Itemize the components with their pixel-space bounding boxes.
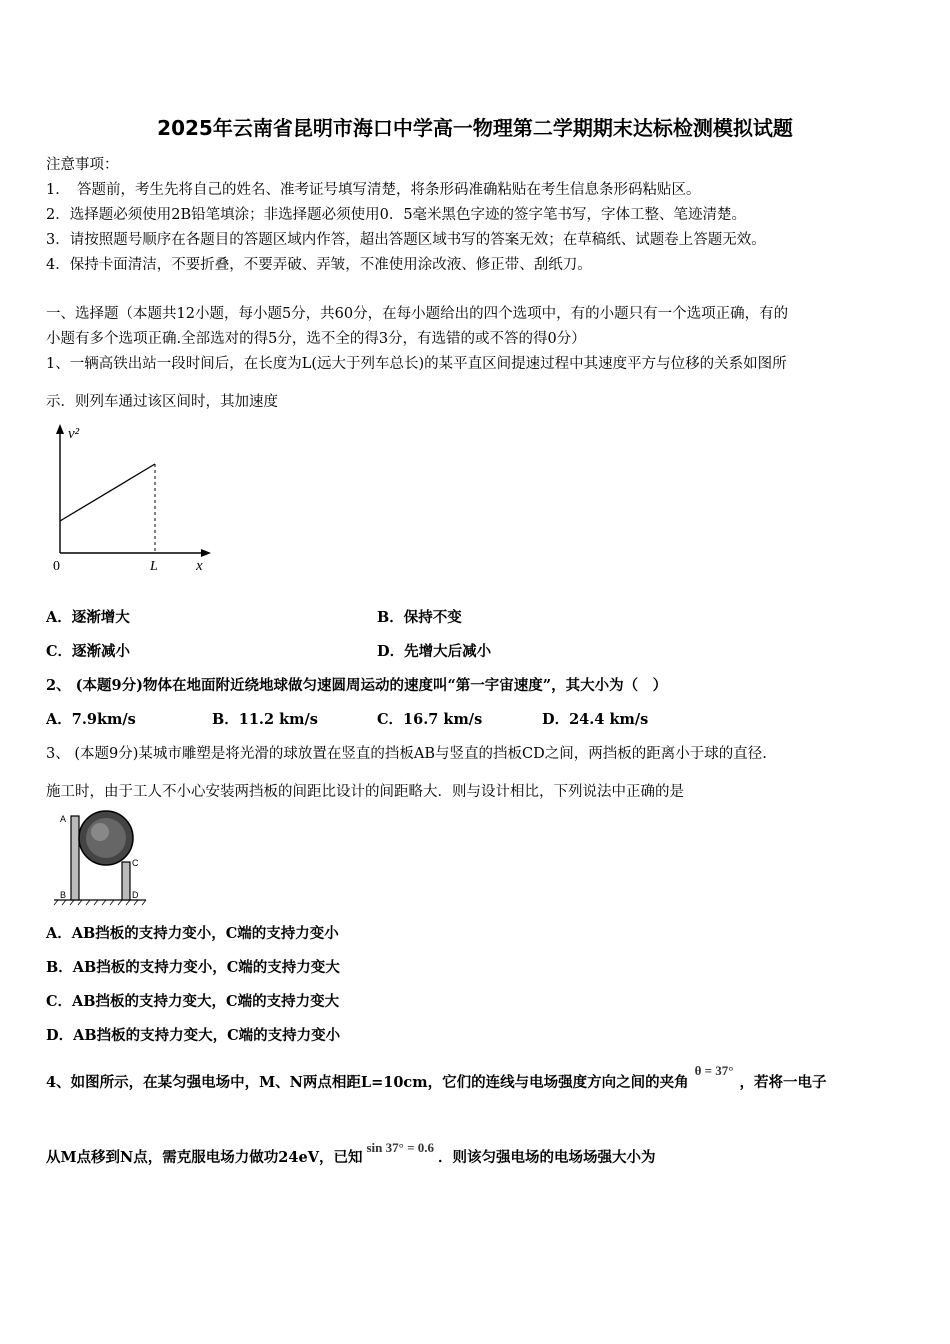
v2-x-graph	[46, 420, 221, 580]
notice-item: 1． 答题前，考生先将自己的姓名、准考证号填写清楚，将条形码准确粘贴在考生信息条形码粘贴区。	[46, 182, 701, 198]
graph-L-label: L	[150, 559, 158, 574]
q2-option-a: A．7.9km/s	[46, 711, 136, 728]
notice-heading: 注意事项：	[46, 157, 119, 173]
graph-origin: 0	[53, 559, 60, 574]
q1-option-d: D．先增大后减小	[377, 643, 492, 660]
q3-option-c: C．AB挡板的支持力变大，C端的支持力变大	[46, 993, 340, 1010]
q4-stem-part1: 4、如图所示，在某匀强电场中，M、N两点相距L=10cm，它们的连线与电场强度方向之间的夹角	[46, 1074, 689, 1091]
page-title: 2025年云南省昆明市海口中学高一物理第二学期期末达标检测模拟试题	[157, 116, 793, 140]
q3-option-a: A．AB挡板的支持力变小，C端的支持力变小	[46, 925, 339, 942]
q3-option-d: D．AB挡板的支持力变大，C端的支持力变小	[46, 1027, 341, 1044]
q4-stem-part2: ，若将一电子	[739, 1074, 827, 1091]
angle-formula: θ = 37°	[694, 1063, 734, 1078]
q4-stem-part3: 从M点移到N点，需克服电场力做功24eV，已知	[46, 1149, 363, 1166]
q2-option-b: B．11.2 km/s	[212, 711, 318, 728]
q4-stem	[46, 1063, 827, 1092]
notice-item: 3．请按照题号顺序在各题目的答题区域内作答，超出答题区域书写的答案无效；在草稿纸、试题卷上答题无效。	[46, 232, 766, 248]
q1-stem-cont: 示．则列车通过该区间时，其加速度	[46, 394, 278, 410]
q1-option-c: C．逐渐减小	[46, 643, 131, 660]
q2-stem: 2、 (本题9分)物体在地面附近绕地球做匀速圆周运动的速度叫“第一宇宙速度”，其大小为（ ）	[46, 677, 668, 694]
q2-option-d: D．24.4 km/s	[542, 711, 649, 728]
q1-option-b: B．保持不变	[377, 609, 462, 626]
notice-item: 4．保持卡面清洁，不要折叠，不要弄破、弄皱，不准使用涂改液、修正带、刮纸刀。	[46, 257, 592, 273]
q3-stem-cont: 施工时，由于工人不小心安装两挡板的间距比设计的间距略大．则与设计相比，下列说法中正确的是	[46, 784, 684, 800]
sin-formula: sin 37° = 0.6	[366, 1140, 434, 1155]
q1-option-a: A．逐渐增大	[46, 609, 130, 626]
notice-item: 2．选择题必须使用2B铅笔填涂；非选择题必须使用0．5毫米黑色字迹的签字笔书写，字体工整、笔迹清楚。	[46, 207, 747, 223]
figure-label-a: A	[60, 814, 67, 824]
figure-label-d: D	[132, 890, 139, 900]
graph-xlabel: x	[196, 558, 203, 574]
q3-option-b: B．AB挡板的支持力变小，C端的支持力变大	[46, 959, 340, 976]
ball-between-plates-figure	[50, 808, 150, 906]
q4-stem-cont	[46, 1140, 656, 1167]
graph-ylabel: v²	[68, 426, 80, 442]
q1-stem: 1、一辆高铁出站一段时间后，在长度为L(远大于列车总长)的某平直区间提速过程中其速度平方与位移的关系如图所	[46, 356, 787, 372]
figure-label-b: B	[60, 890, 67, 900]
q2-option-c: C．16.7 km/s	[377, 711, 483, 728]
q3-stem: 3、 (本题9分)某城市雕塑是将光滑的球放置在竖直的挡板AB与竖直的挡板CD之间，两挡板的距离小于球的直径.	[46, 746, 767, 762]
figure-label-c: C	[132, 858, 139, 868]
section-heading-cont: 小题有多个选项正确.全部选对的得5分，选不全的得3分，有选错的或不答的得0分）	[46, 331, 586, 347]
section-heading: 一、选择题（本题共12小题，每小题5分，共60分，在每小题给出的四个选项中，有的小题只有一个选项正确，有的	[46, 306, 789, 322]
q4-stem-part4: ．则该匀强电场的电场场强大小为	[437, 1149, 656, 1166]
